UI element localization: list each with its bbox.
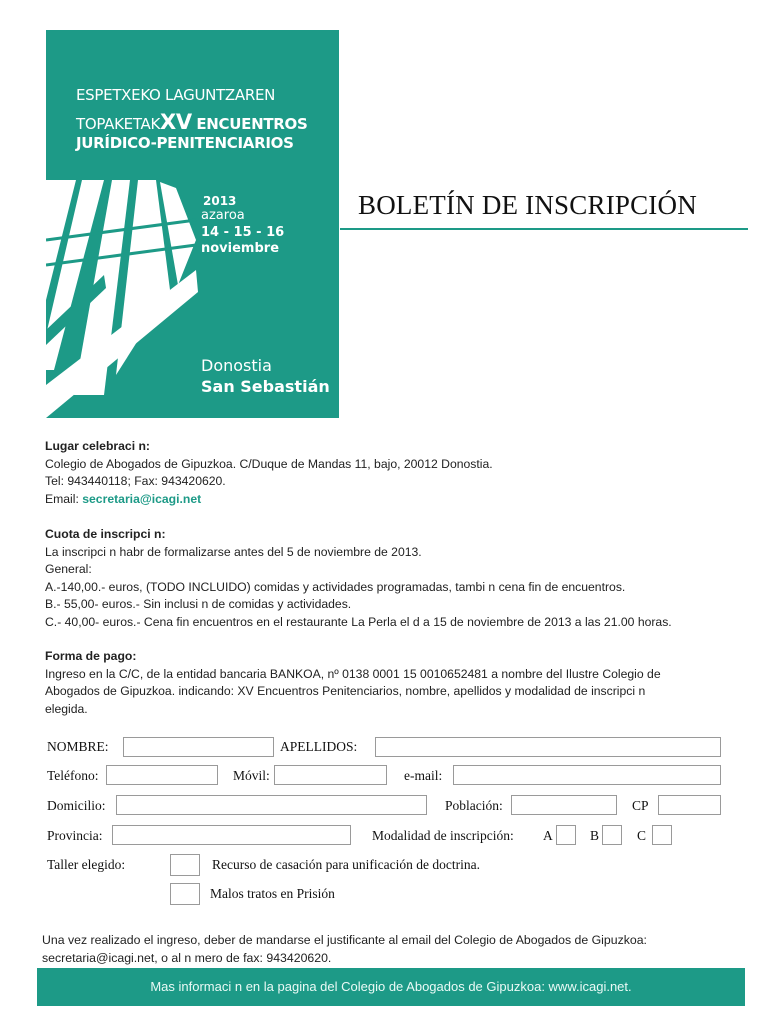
fee-line: C.- 40,00- euros.- Cena fin encuentros en el restaurante La Perla el d a 15 de noviembre de 2013 a las 21.00 horas. [45,614,672,629]
fee-heading: Cuota de inscripci n: [45,527,166,541]
taller2-checkbox[interactable] [170,883,200,905]
payment-section [45,648,661,718]
footer-line1: Una vez realizado el ingreso, deber de mandarse el justificante al email del Colegio de Abogados de Gipuzkoa: [42,933,647,947]
payment-line: Ingreso en la C/C, de la entidad bancaria BANKOA, nº 0138 0001 15 0010652481 a nombre del Ilustre Colegio de [45,666,661,681]
domicilio-field[interactable] [116,795,427,815]
venue-address: Colegio de Abogados de Gipuzkoa. C/Duque de Mandas 11, bajo, 20012 Donostia. [45,456,493,471]
poblacion-input[interactable] [512,797,616,815]
poster-days: 14 - 15 - 16 [201,225,285,240]
poster-topaketak: TOPAKETAK [76,115,161,133]
venue-heading: Lugar celebraci n: [45,439,150,453]
option-a-label: A [543,828,553,843]
apellidos-label: APELLIDOS: [280,739,358,754]
title-rule [340,228,748,230]
domicilio-input[interactable] [117,797,426,815]
email-link[interactable]: secretaria@icagi.net [82,491,202,506]
movil-field[interactable] [274,765,387,785]
poster-city-es: San Sebastián [201,377,330,396]
venue-section [45,438,493,508]
fee-line: General: [45,562,92,577]
payment-line: Abogados de Gipuzkoa. indicando: XV Encuentros Penitenciarios, nombre, apellidos y modalidad de inscripci n [45,684,646,699]
poster-title-line1: ESPETXEKO LAGUNTZAREN [76,86,276,104]
provincia-input[interactable] [113,827,350,845]
payment-line: elegida. [45,701,88,716]
telefono-label: Teléfono: [47,768,99,783]
provincia-label: Provincia: [47,828,103,843]
poster-xv: XV [160,110,192,134]
email-field[interactable] [453,765,721,785]
taller-label: Taller elegido: [47,857,126,872]
movil-label: Móvil: [233,768,270,783]
poster-month-eu: azaroa [201,208,245,223]
venue-email-line [45,491,493,509]
page-title: BOLETÍN DE INSCRIPCIÓN [358,190,697,220]
poblacion-field[interactable] [511,795,617,815]
poster-encuentros: ENCUENTROS [196,115,308,133]
nombre-label: NOMBRE: [47,739,109,754]
cp-field[interactable] [658,795,721,815]
event-poster [46,30,339,418]
poster-title-line2 [76,110,307,134]
nombre-input[interactable] [124,739,273,757]
option-a-checkbox[interactable] [556,825,576,845]
movil-input[interactable] [275,767,386,785]
telefono-field[interactable] [106,765,218,785]
modalidad-label: Modalidad de inscripción: [372,828,514,843]
payment-heading: Forma de pago: [45,649,137,663]
taller1-label: Recurso de casación para unificación de doctrina. [212,857,481,872]
option-b-checkbox[interactable] [602,825,622,845]
footer-note [42,932,647,967]
fee-line: A.-140,00.- euros, (TODO INCLUIDO) comidas y actividades programadas, tambi n cena fin de encuentros. [45,579,626,594]
info-banner: Mas informaci n en la pagina del Colegio de Abogados de Gipuzkoa: www.icagi.net. [37,968,745,1006]
apellidos-field[interactable] [375,737,721,757]
apellidos-input[interactable] [376,739,720,757]
email-label: Email: [45,491,83,506]
email-field-label: e-mail: [404,768,443,783]
cp-label: CP [632,798,649,813]
email-input[interactable] [454,767,720,785]
poblacion-label: Población: [445,798,503,813]
option-c-label: C [637,828,647,843]
poster-month-es: noviembre [201,241,280,256]
fee-line: B.- 55,00- euros.- Sin inclusi n de comidas y actividades. [45,597,352,612]
poster-city-eu: Donostia [201,356,272,375]
footer-line2: secretaria@icagi.net, o al n mero de fax: 943420620. [42,950,332,965]
poster-year: 2013 [203,194,237,208]
telefono-input[interactable] [107,767,217,785]
taller2-label: Malos tratos en Prisión [210,886,335,901]
option-c-checkbox[interactable] [652,825,672,845]
option-b-label: B [590,828,600,843]
poster-title-line3: JURÍDICO-PENITENCIARIOS [76,134,294,152]
taller1-checkbox[interactable] [170,854,200,876]
fee-line: La inscripci n habr de formalizarse antes del 5 de noviembre de 2013. [45,544,422,559]
domicilio-label: Domicilio: [47,798,106,813]
nombre-field[interactable] [123,737,274,757]
fee-section [45,526,672,632]
cp-input[interactable] [659,797,720,815]
provincia-field[interactable] [112,825,351,845]
venue-phone: Tel: 943440118; Fax: 943420620. [45,474,226,489]
